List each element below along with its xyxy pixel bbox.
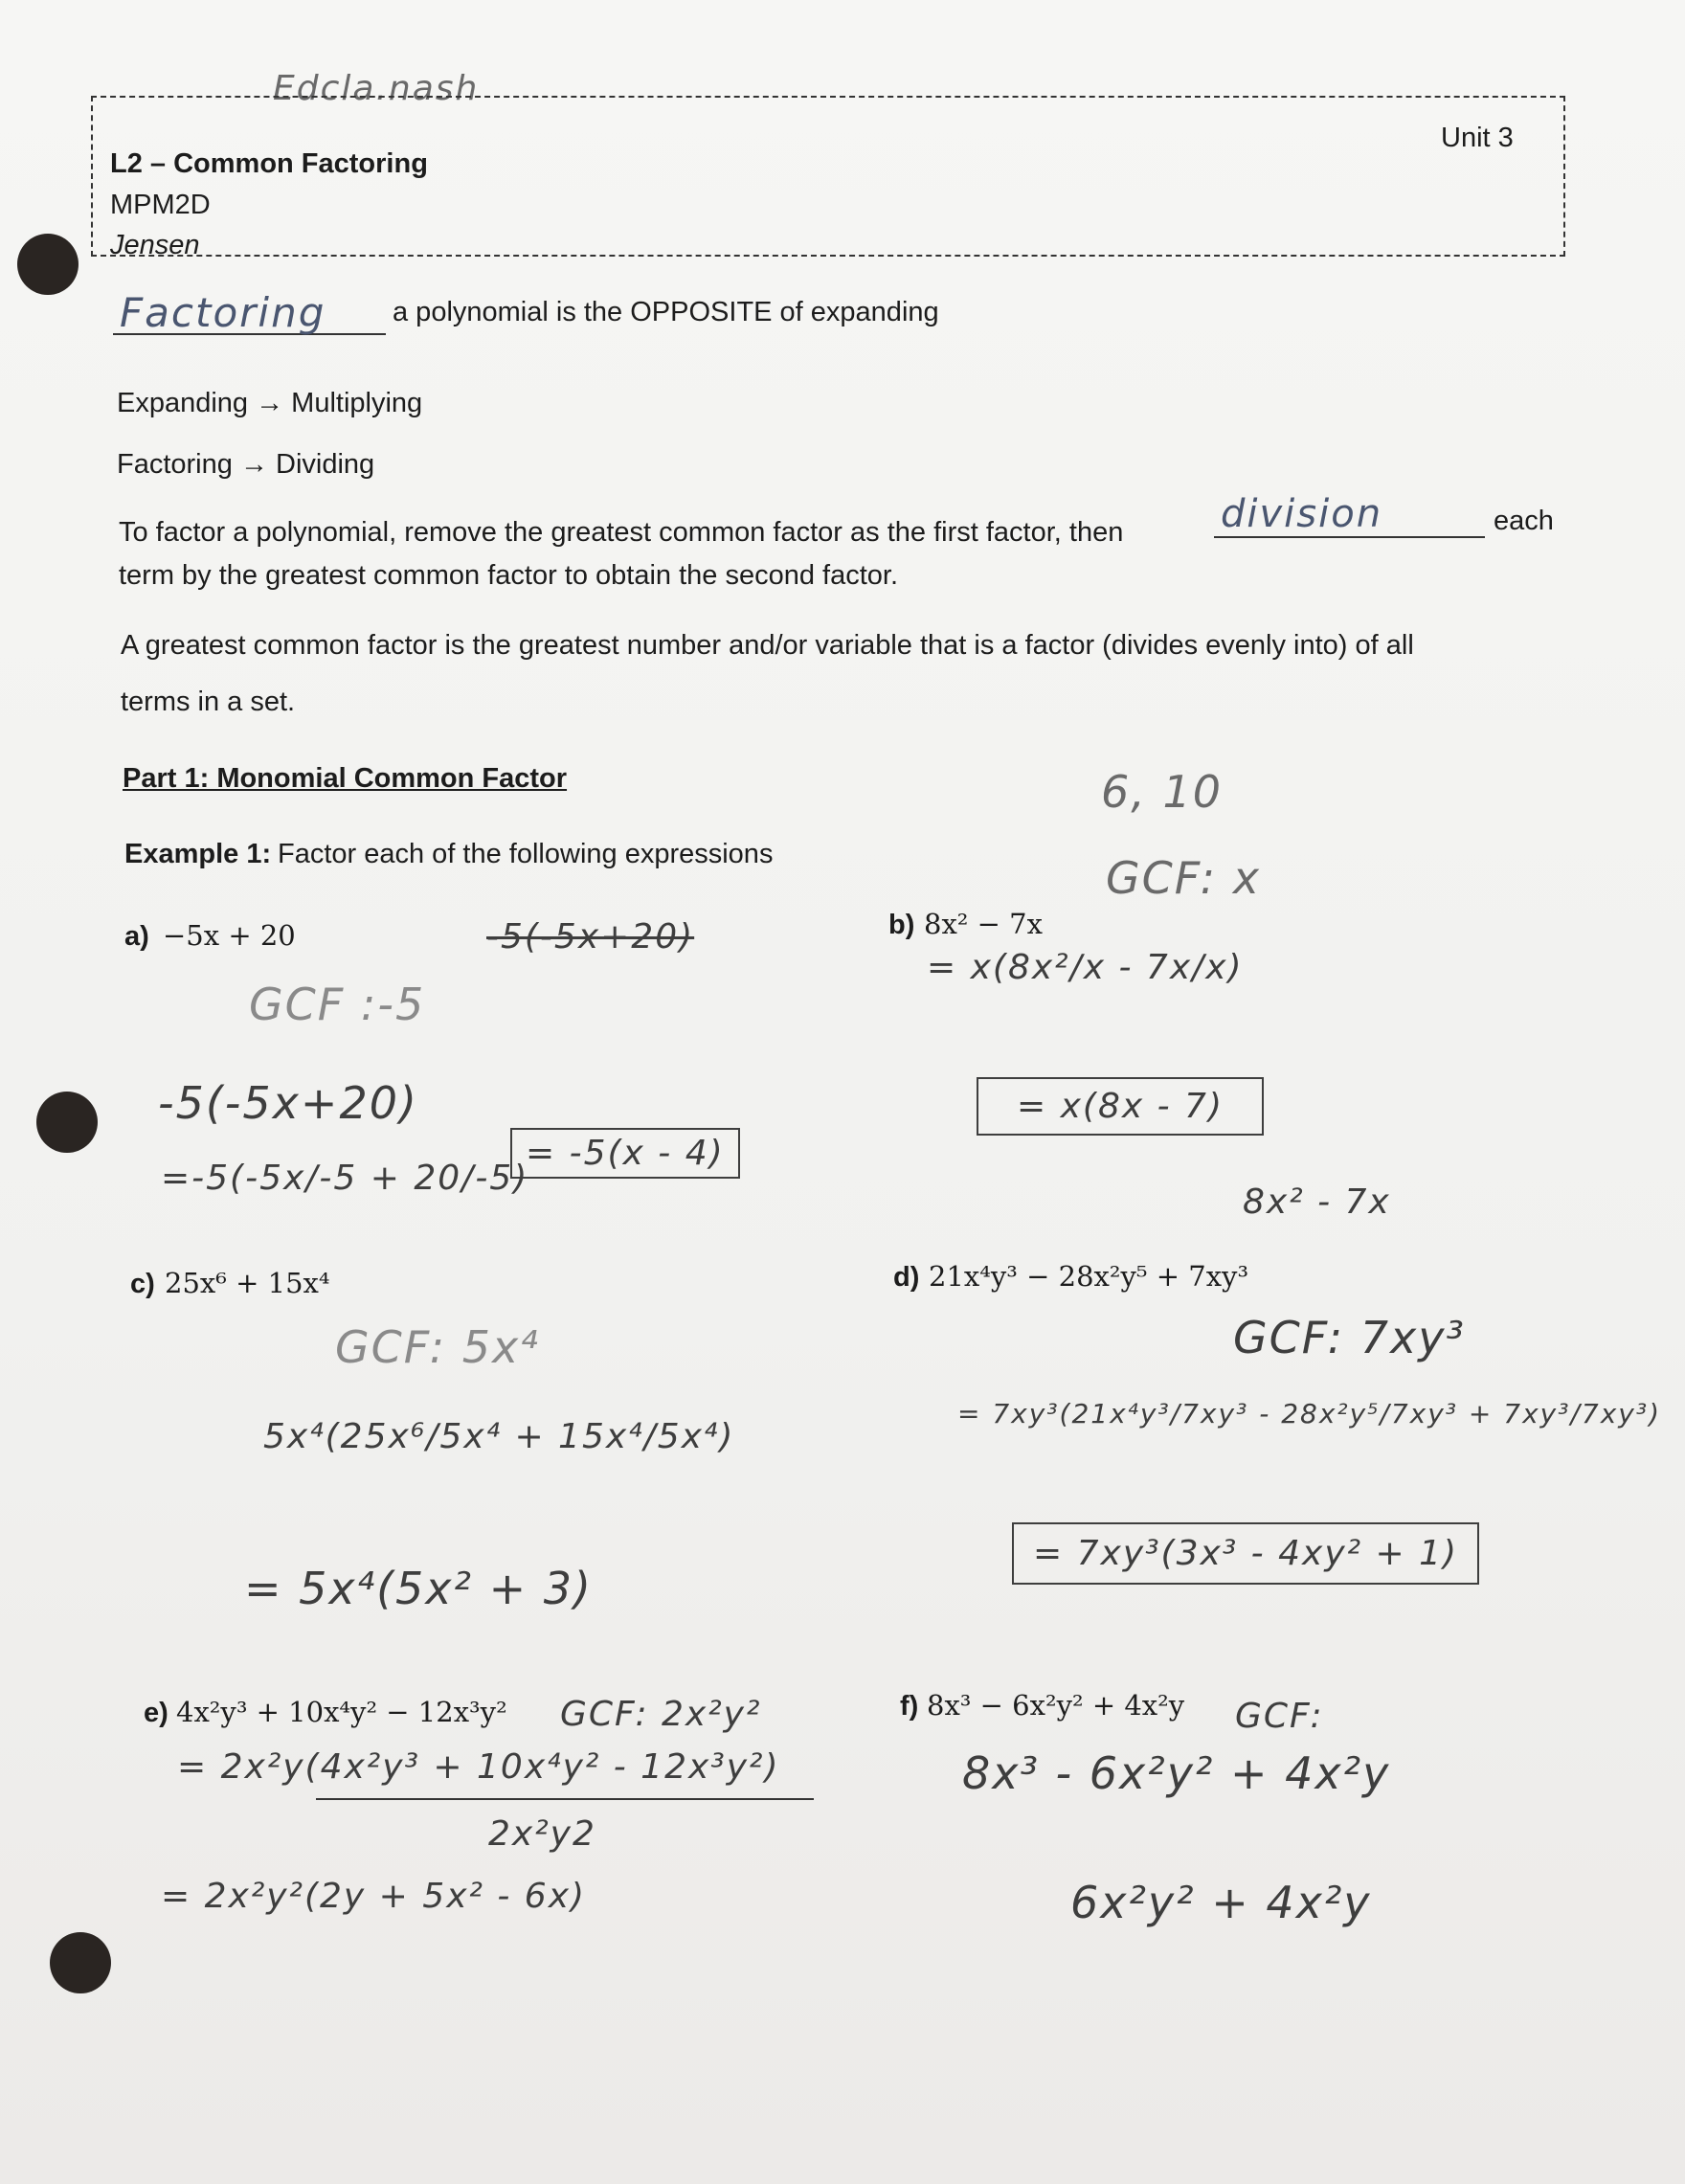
d-answer: = 7xy³(3x³ - 4xy² + 1) bbox=[1012, 1522, 1479, 1585]
e-answer: = 2x²y²(2y + 5x² - 6x) bbox=[161, 1877, 587, 1916]
c-step1: 5x⁴(25x⁶/5x⁴ + 15x⁴/5x⁴) bbox=[263, 1417, 735, 1456]
teacher-name: Jensen bbox=[110, 230, 200, 260]
example-instructions: Factor each of the following expressions bbox=[278, 839, 774, 869]
f-step2: 6x²y² + 4x²y bbox=[1070, 1877, 1372, 1928]
unit-label: Unit 3 bbox=[1441, 123, 1514, 153]
procedure-blank-answer: division bbox=[1221, 492, 1383, 536]
lesson-title: L2 – Common Factoring bbox=[110, 148, 428, 179]
a-answer: = -5(x - 4) bbox=[510, 1128, 740, 1179]
gcf-definition-2: terms in a set. bbox=[121, 687, 296, 717]
e-step1: = 2x²y(4x²y³ + 10x⁴y² - 12x³y²) bbox=[177, 1747, 780, 1787]
course-code: MPM2D bbox=[110, 190, 211, 220]
c-gcf: GCF: 5x⁴ bbox=[335, 1321, 540, 1373]
f-step1: 8x³ - 6x²y² + 4x²y bbox=[962, 1747, 1391, 1799]
d-step1: = 7xy³(21x⁴y³/7xy³ - 28x²y⁵/7xy³ + 7xy³/7xy³) bbox=[957, 1398, 1662, 1430]
factoring-blank-answer: Factoring bbox=[120, 289, 326, 336]
e-divisor: 2x²y2 bbox=[488, 1814, 596, 1854]
b-note: 6, 10 bbox=[1101, 766, 1224, 818]
a-step1: -5(-5x+20) bbox=[158, 1077, 418, 1129]
procedure-text-2: each bbox=[1494, 506, 1554, 536]
c-answer: = 5x⁴(5x² + 3) bbox=[244, 1563, 593, 1614]
gcf-definition-1: A greatest common factor is the greatest number and/or variable that is a factor (divides evenly into) of all bbox=[121, 630, 1414, 661]
d-gcf: GCF: 7xy³ bbox=[1233, 1312, 1466, 1363]
b-check: 8x² - 7x bbox=[1243, 1182, 1391, 1222]
b-gcf: GCF: x bbox=[1106, 852, 1261, 904]
factoring-sentence: a polynomial is the OPPOSITE of expanding bbox=[393, 297, 939, 327]
binder-hole-bottom bbox=[50, 1932, 111, 1993]
e-gcf: GCF: 2x²y² bbox=[560, 1695, 762, 1734]
factoring-line: Factoring → Dividing bbox=[117, 449, 375, 480]
problem-a-expression: −5x + 20 bbox=[163, 919, 296, 952]
e-fraction-bar bbox=[316, 1798, 814, 1800]
procedure-text-3: term by the greatest common factor to obtain the second factor. bbox=[119, 560, 899, 591]
a-gcf: GCF :-5 bbox=[249, 979, 426, 1030]
expanding-line: Expanding → Multiplying bbox=[117, 388, 423, 418]
problem-d-label: d) bbox=[893, 1262, 920, 1293]
a-crossed-work: -5(-5x+20) bbox=[486, 917, 695, 957]
b-step1: = x(8x²/x - 7x/x) bbox=[927, 948, 1244, 987]
a-step2: =-5(-5x/-5 + 20/-5) bbox=[161, 1159, 529, 1198]
handwritten-name: Edcla.nash bbox=[273, 69, 480, 108]
problem-d-expression: 21x⁴y³ − 28x²y⁵ + 7xy³ bbox=[929, 1260, 1249, 1293]
f-gcf: GCF: bbox=[1235, 1697, 1324, 1736]
problem-b-label: b) bbox=[888, 910, 915, 940]
problem-e-expression: 4x²y³ + 10x⁴y² − 12x³y² bbox=[176, 1696, 507, 1728]
procedure-blank bbox=[1214, 536, 1485, 538]
example-label: Example 1: bbox=[124, 839, 272, 869]
problem-f-expression: 8x³ − 6x²y² + 4x²y bbox=[927, 1689, 1185, 1722]
binder-hole-middle bbox=[36, 1092, 98, 1153]
binder-hole-top bbox=[17, 234, 79, 295]
problem-b-expression: 8x² − 7x bbox=[924, 908, 1043, 940]
problem-c-label: c) bbox=[130, 1269, 155, 1299]
problem-f-label: f) bbox=[900, 1691, 919, 1722]
procedure-text-1: To factor a polynomial, remove the greatest common factor as the first factor, then bbox=[119, 517, 1124, 548]
problem-c-expression: 25x⁶ + 15x⁴ bbox=[165, 1267, 330, 1299]
problem-e-label: e) bbox=[144, 1698, 168, 1728]
problem-a-label: a) bbox=[124, 921, 149, 952]
part1-heading: Part 1: Monomial Common Factor bbox=[123, 763, 568, 794]
b-answer: = x(8x - 7) bbox=[977, 1077, 1264, 1136]
